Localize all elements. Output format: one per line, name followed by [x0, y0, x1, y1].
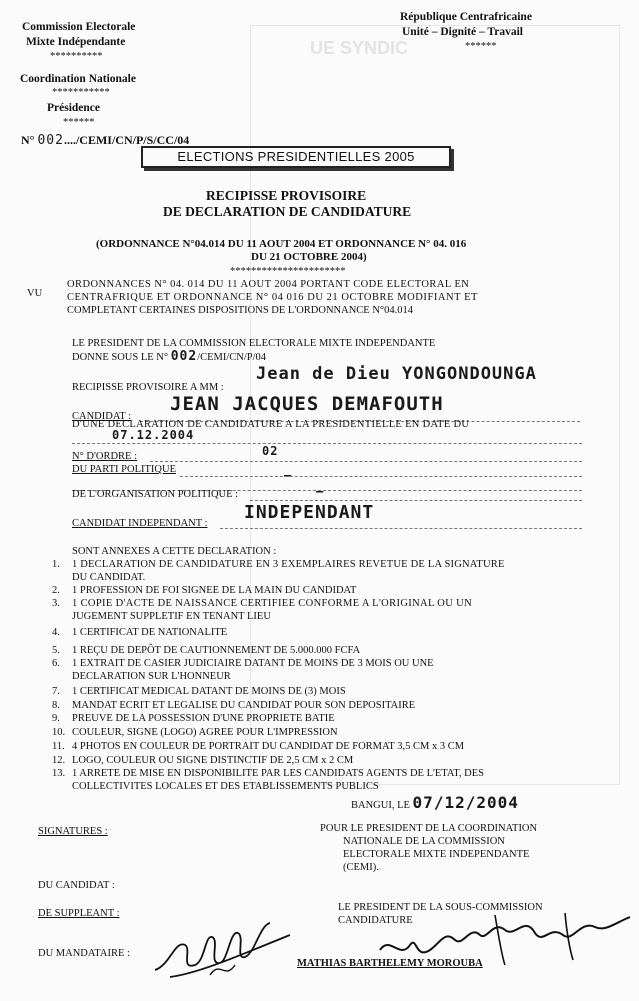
ordre-value: 02: [262, 444, 279, 458]
given-under-label: DONNE SOUS LE N°: [72, 352, 169, 363]
declaration-text: D'UNE DECLARATION DE CANDIDATURE A LA PRESIDENTIELLE EN DATE DU: [72, 419, 470, 430]
annex-text: 1 EXTRAIT DE CASIER JUDICIAIRE DATANT DE MOINS DE 3 MOIS OU UNE: [72, 658, 434, 669]
orga-rule: [250, 500, 582, 501]
annex-text: 1 REÇU DE DEPÔT DE CAUTIONNEMENT DE 5.000.000 FCFA: [72, 645, 361, 656]
annex-text: 4 PHOTOS EN COULEUR DE PORTRAIT DU CANDIDAT DE FORMAT 3,5 CM x 3 CM: [72, 741, 465, 752]
ordre-label: N° D'ORDRE :: [72, 451, 138, 462]
annex-text: LOGO, COULEUR OU SIGNE DISTINCTIF DE 2,5 CM x 2 CM: [72, 755, 354, 766]
country-motto: Unité – Dignité – Travail: [402, 26, 523, 38]
candidat-value: JEAN JACQUES DEMAFOUTH: [170, 393, 444, 415]
president-line-1: LE PRESIDENT DE LA COMMISSION ELECTORALE MIXTE INDEPENDANTE: [72, 338, 436, 349]
ordonnance-line-2: DU 21 OCTOBRE 2004): [251, 251, 367, 263]
place-date-handwritten: 07/12/2004: [412, 793, 519, 812]
vu-label: VU: [27, 288, 43, 299]
indep-rule: [220, 528, 582, 529]
ordre-rule: [150, 461, 582, 462]
annex-text: 1 ARRETE DE MISE EN DISPONIBILITE PAR LES CANDIDATS AGENTS DE L'ETAT, DES: [72, 768, 485, 779]
ref-handwritten: 002: [37, 133, 64, 148]
ref-prefix: N°: [21, 133, 35, 147]
annex-text-continued: COLLECTIVITES LOCALES ET DES ETABLISSEMENTS PUBLICS: [72, 781, 379, 792]
orga-value: —: [316, 484, 325, 498]
annex-number: 8.: [52, 700, 60, 711]
annex-number: 12.: [52, 755, 66, 766]
annex-number: 9.: [52, 713, 60, 724]
candidat-label: CANDIDAT :: [72, 411, 132, 422]
president-signature: [375, 905, 635, 975]
annex-text: PREUVE DE LA POSSESSION D'UNE PROPRIETE BATIE: [72, 713, 335, 724]
given-under-suffix: /CEMI/CN/P/04: [197, 352, 267, 363]
ref-suffix: ..../CEMI/CN/P/S/CC/04: [63, 133, 190, 147]
declaration-date: 07.12.2004: [112, 428, 195, 442]
orga-label: DE L'ORGANISATION POLITIQUE :: [72, 489, 239, 500]
annex-number: 13.: [52, 768, 66, 779]
mandataire-signature: [150, 915, 300, 990]
vu-line-3: COMPLETANT CERTAINES DISPOSITIONS DE L'ORDONNANCE N°04.014: [67, 305, 414, 316]
sig-suppleant-label: DE SUPPLEANT :: [38, 908, 120, 919]
sig-subcommission-line-2: CANDIDATURE: [338, 915, 413, 926]
annex-number: 3.: [52, 598, 60, 609]
bleed-through-text: UE SYNDIC: [310, 38, 409, 58]
sig-right-line-1: POUR LE PRESIDENT DE LA COORDINATION: [320, 823, 538, 834]
annex-number: 4.: [52, 627, 60, 638]
annex-text: 1 DECLARATION DE CANDIDATURE EN 3 EXEMPLAIRES REVETUE DE LA SIGNATURE: [72, 559, 505, 570]
annex-text: 1 PROFESSION DE FOI SIGNEE DE LA MAIN DU CANDIDAT: [72, 585, 357, 596]
ordonnance-line-1: (ORDONNANCE N°04.014 DU 11 AOUT 2004 ET ORDONNANCE N° 04. 016: [96, 238, 467, 250]
parti-value: —: [284, 468, 293, 482]
org-name-2: Mixte Indépendante: [26, 36, 126, 48]
election-banner: ELECTIONS PRESIDENTIELLES 2005: [141, 146, 451, 168]
date-rule: [72, 443, 582, 444]
sig-candidat-label: DU CANDIDAT :: [38, 880, 115, 891]
indep-label: [72, 517, 208, 530]
annex-text: MANDAT ECRIT ET LEGALISE DU CANDIDAT POUR SON DEPOSITAIRE: [72, 700, 416, 711]
indep-label-text: CANDIDAT INDEPENDANT :: [72, 518, 208, 529]
president-line-2: [72, 350, 266, 364]
annex-number: 2.: [52, 585, 60, 596]
dept-name: Coordination Nationale: [20, 73, 136, 85]
title-line-2: DE DECLARATION DE CANDIDATURE: [163, 204, 412, 219]
title-stars: **********************: [230, 266, 346, 277]
recipisse-value: Jean de Dieu YONGONDOUNGA: [256, 364, 537, 384]
annex-text: 1 CERTIFICAT MEDICAL DATANT DE MOINS DE (3) MOIS: [72, 686, 346, 697]
place-date: [351, 793, 519, 812]
annex-number: 6.: [52, 658, 60, 669]
annex-text-continued: JUGEMENT SUPPLETIF EN TENANT LIEU: [72, 611, 271, 622]
recipisse-label: RECIPISSE PROVISOIRE A MM :: [72, 382, 224, 393]
org-name: Commission Electorale: [22, 21, 136, 33]
sig-mandataire-label: DU MANDATAIRE :: [38, 948, 130, 959]
vu-line-2: CENTRAFRIQUE ET ORDONNANCE N° 04 016 DU 21 OCTOBRE MODIFIANT ET: [67, 292, 479, 303]
annex-text: 1 CERTIFICAT DE NATIONALITE: [72, 627, 228, 638]
annex-number: 1.: [52, 559, 60, 570]
office-name: Présidence: [47, 102, 101, 114]
annex-number: 11.: [52, 741, 65, 752]
country-stars: ******: [465, 41, 497, 52]
signatures-label: SIGNATURES :: [38, 826, 108, 837]
parti-label: DU PARTI POLITIQUE: [72, 464, 176, 475]
annex-text-continued: DU CANDIDAT.: [72, 572, 146, 583]
annex-number: 7.: [52, 686, 60, 697]
annex-text: COULEUR, SIGNE (LOGO) AGREE POUR L'IMPRESSION: [72, 727, 338, 738]
annex-number: 10.: [52, 727, 66, 738]
place-label: BANGUI, LE: [351, 800, 410, 811]
sig-subcommission-line-1: LE PRESIDENT DE LA SOUS-COMMISSION: [338, 902, 543, 913]
given-under-number: 002: [170, 349, 198, 364]
stars-1: **********: [50, 51, 103, 62]
signatory-name: MATHIAS BARTHELEMY MOROUBA: [297, 958, 483, 969]
annex-text: 1 COPIE D'ACTE DE NAISSANCE CERTIFIEE CONFORME A L'ORIGINAL OU UN: [72, 598, 473, 609]
annex-text-continued: DECLARATION SUR L'HONNEUR: [72, 671, 231, 682]
sig-right-line-4: (CEMI).: [343, 862, 379, 873]
country-name: République Centrafricaine: [400, 11, 532, 23]
sig-right-line-3: ELECTORALE MIXTE INDEPENDANTE: [343, 849, 530, 860]
vu-line-1: ORDONNANCES N° 04. 014 DU 11 AOUT 2004 PORTANT CODE ELECTORAL EN: [67, 279, 470, 290]
title-line-1: RECIPISSE PROVISOIRE: [206, 188, 367, 203]
sig-right-line-2: NATIONALE DE LA COMMISSION: [343, 836, 505, 847]
annex-number: 5.: [52, 645, 60, 656]
parti-rule: [180, 476, 582, 477]
indep-value: INDEPENDANT: [244, 502, 375, 523]
stars-3: ******: [63, 117, 95, 128]
annexes-heading: SONT ANNEXES A CETTE DECLARATION :: [72, 546, 277, 557]
stars-2: ***********: [52, 87, 110, 98]
